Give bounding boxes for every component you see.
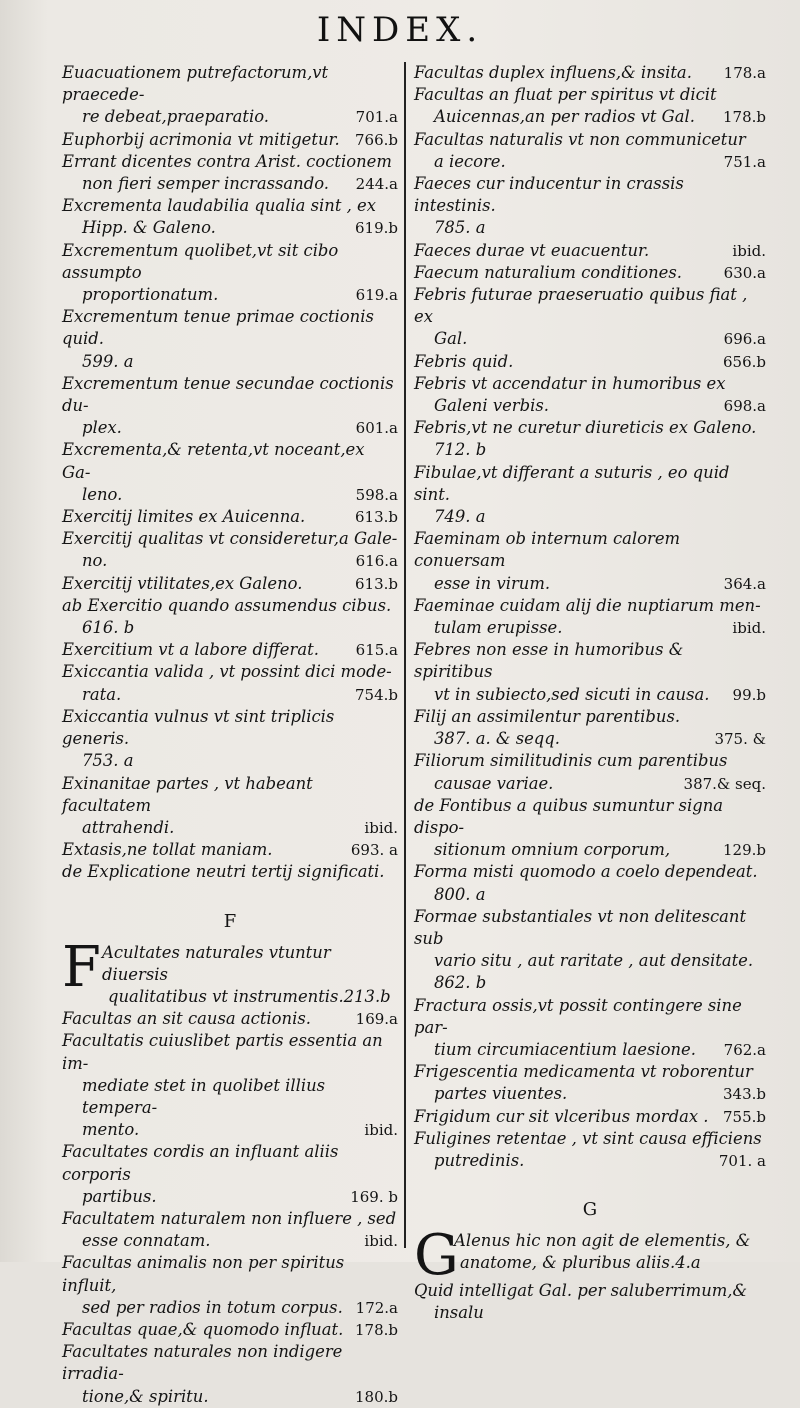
index-entry	[414, 595, 766, 639]
entry-page-ref: ibid.	[732, 619, 766, 638]
index-entry	[414, 906, 766, 995]
entry-text: Frigescentia medicamenta vt roborentur	[414, 1062, 753, 1082]
entry-page-ref: 762.a	[723, 1040, 766, 1059]
entry-text: 616. b	[82, 618, 135, 638]
entry-text: Exiccantia valida , vt possint dici mode-	[62, 662, 392, 682]
entry-text: esse in virum.	[434, 573, 551, 593]
entry-text: Faeminae cuidam alij die nuptiarum men-	[414, 595, 761, 615]
entry-text: 599. a	[82, 351, 134, 371]
page-title: INDEX.	[316, 10, 484, 50]
entry-text: de Explicatione neutri tertij significati.	[62, 862, 385, 882]
entry-text: Frigidum cur sit vlceribus mordax .	[414, 1106, 709, 1126]
entry-page-ref: 598.a	[355, 485, 398, 504]
entry-text: Excrementa laudabilia qualia sint , ex	[62, 196, 376, 216]
entry-text: Facultates naturales non indigere irradia-	[62, 1342, 343, 1384]
index-entry	[62, 439, 398, 506]
entry-text: plex.	[82, 418, 122, 438]
entry-page-ref: 213.b	[343, 986, 391, 1006]
entry-text: 749. a	[434, 507, 486, 527]
entry-page-ref: 129.b	[722, 841, 766, 860]
entry-text: no.	[82, 551, 108, 571]
entry-text: Auicennas,an per radios vt Gal.	[434, 107, 696, 127]
entry-text: esse connatam.	[82, 1231, 211, 1251]
index-entry	[62, 1030, 398, 1141]
entry-text: Excrementum tenue secundae coctionis du-	[62, 373, 394, 416]
entry-text: Excrementum quolibet,vt sit cibo assumpto	[62, 240, 339, 282]
index-entry	[414, 861, 766, 905]
entry-text: Euphorbij acrimonia vt mitigetur.	[62, 129, 340, 149]
entry-page-ref: 99.b	[732, 685, 766, 704]
entry-text: Acultates naturales vtuntur diuersis	[102, 942, 331, 984]
entry-text: tium circumiacentium laesione.	[434, 1039, 696, 1059]
index-entry	[62, 528, 398, 572]
entry-page-ref: 701.a	[355, 108, 398, 127]
entry-text: 785. a	[434, 218, 486, 238]
entry-text: Hipp. & Galeno.	[82, 218, 216, 238]
index-entry	[62, 639, 398, 661]
entry-text: Faeces durae vt euacuentur.	[414, 240, 650, 260]
index-entry	[62, 595, 398, 639]
index-entry	[62, 1341, 398, 1408]
right-column	[414, 62, 766, 1325]
entry-text: Exiccantia vulnus vt sint triplicis generis.	[62, 706, 335, 749]
entry-page-ref: 244.a	[355, 175, 398, 194]
dropcap-entry	[62, 934, 398, 1009]
entry-text: Fuligines retentae , vt sint causa efficiens	[414, 1128, 762, 1148]
entry-text: tulam erupisse.	[434, 618, 563, 638]
index-entry	[62, 773, 398, 840]
entry-text: Febris,vt ne curetur diureticis ex Galeno.	[414, 418, 757, 438]
entry-text: Facultas an fluat per spiritus vt dicit	[414, 85, 717, 105]
index-entry	[62, 706, 398, 773]
entry-page-ref: 178.a	[723, 64, 766, 82]
entry-text: Faecum naturalium conditiones.	[414, 262, 683, 282]
index-entry	[414, 62, 766, 84]
index-entry	[414, 795, 766, 862]
entry-page-ref: ibid.	[364, 1121, 398, 1140]
entry-text: Quid intelligat Gal. per saluberrimum,&	[414, 1281, 748, 1301]
entry-text: Excrementum tenue primae coctionis quid.	[62, 307, 374, 349]
entry-text: proportionatum.	[82, 285, 219, 305]
entry-text: non fieri semper incrassando.	[82, 174, 330, 194]
entry-text: Exercitij qualitas vt consideretur,a Gale-	[62, 529, 398, 549]
entry-text: vario situ , aut raritate , aut densitate.	[434, 951, 754, 971]
index-entry	[62, 1252, 398, 1319]
entry-text: Facultas naturalis vt non communicetur	[414, 129, 746, 149]
entry-text: sitionum omnium corporum,	[434, 840, 671, 860]
entry-page-ref: 616.a	[355, 552, 398, 571]
entry-text: Exercitij vtilitates,ex Galeno.	[62, 573, 303, 593]
entry-text: tione,& spiritu.	[82, 1386, 209, 1406]
entry-page-ref: 364.a	[723, 574, 766, 593]
entry-page-ref: 656.b	[722, 352, 766, 371]
entry-page-ref: 169. b	[350, 1187, 398, 1206]
entry-page-ref: 751.a	[723, 152, 766, 171]
entry-text: Exinanitae partes , vt habeant facultatem	[62, 773, 313, 815]
entry-page-ref: 172.a	[355, 1298, 398, 1317]
entry-text: de Fontibus a quibus sumuntur signa dispo-	[414, 795, 724, 837]
entry-page-ref: ibid.	[732, 241, 766, 260]
entry-text: Excrementa,& retenta,vt noceant,ex Ga-	[62, 440, 365, 482]
index-entry	[414, 1061, 766, 1105]
entry-text: Faeces cur inducentur in crassis intestinis.	[414, 174, 684, 216]
index-entry	[414, 129, 766, 173]
entry-page-ref: 696.a	[723, 330, 766, 349]
entry-page-ref: 169.a	[355, 1010, 398, 1029]
index-entry	[62, 839, 398, 861]
entry-page-ref: 630.a	[723, 263, 766, 282]
index-entry	[414, 373, 766, 417]
drop-capital: G	[414, 1223, 459, 1289]
entry-text: mediate stet in quolibet illius tempera-	[82, 1075, 326, 1117]
index-entry	[62, 151, 398, 195]
entry-text: Facultates cordis an influant aliis corporis	[62, 1142, 339, 1184]
entry-text: 387. a. & seqq.	[434, 729, 561, 749]
index-entry	[62, 506, 398, 528]
entry-text: Facultas duplex influens,& insita.	[414, 63, 692, 82]
entry-text: attrahendi.	[82, 817, 175, 837]
entry-page-ref: 615.a	[355, 641, 398, 660]
index-entry	[62, 1008, 398, 1030]
entry-text: Febres non esse in humoribus & spiritibus	[414, 640, 684, 682]
entry-page-ref: 701. a	[718, 1151, 766, 1170]
entry-text: Febris quid.	[414, 351, 514, 371]
entry-text: qualitatibus vt instrumentis.	[108, 986, 344, 1006]
dropcap-entry	[414, 1223, 766, 1289]
entry-text: Facultas quae,& quomodo influat.	[62, 1319, 344, 1339]
entry-text: Facultas animalis non per spiritus influit,	[62, 1253, 345, 1295]
entry-page-ref: 375. &	[714, 730, 766, 749]
entry-page-ref: 4.a	[675, 1253, 701, 1273]
section-letter-heading: F	[223, 910, 237, 932]
entry-text: Febris vt accendatur in humoribus ex	[414, 373, 726, 393]
index-entry	[414, 240, 766, 262]
entry-page-ref: 693. a	[350, 841, 398, 860]
entry-text: partes viuentes.	[434, 1084, 568, 1104]
index-entry	[62, 62, 398, 129]
index-entry	[414, 995, 766, 1062]
entry-page-ref: 601.a	[355, 419, 398, 438]
entry-text: Errant dicentes contra Arist. coctionem	[62, 151, 392, 171]
entry-text: rata.	[82, 684, 122, 704]
entry-text: vt in subiecto,sed sicuti in causa.	[434, 684, 710, 704]
entry-text: Formae substantiales vt non delitescant sub	[414, 906, 747, 948]
index-entry	[62, 661, 398, 705]
entry-text: Filiorum similitudinis cum parentibus	[414, 751, 728, 771]
index-entry	[62, 1141, 398, 1208]
index-entry	[414, 639, 766, 706]
index-entry	[62, 306, 398, 373]
index-entry	[414, 706, 766, 750]
entry-text: Fibulae,vt differant a suturis , eo quid sint.	[414, 462, 730, 504]
entry-text: Facultatem naturalem non influere , sed	[62, 1208, 397, 1228]
index-entry	[414, 1106, 766, 1128]
entry-text: 753. a	[82, 751, 134, 771]
drop-capital: F	[62, 934, 101, 1000]
index-entry	[414, 417, 766, 461]
entry-page-ref: 619.b	[354, 219, 398, 238]
entry-text: anatome, & pluribus aliis.	[460, 1253, 676, 1273]
entry-text: mento.	[82, 1120, 140, 1140]
entry-page-ref: 613.b	[354, 508, 398, 527]
index-entry	[414, 284, 766, 351]
index-entry	[414, 1128, 766, 1172]
entry-page-ref: ibid.	[364, 1232, 398, 1251]
index-entry	[62, 861, 398, 883]
entry-text: Filij an assimilentur parentibus.	[414, 706, 681, 726]
index-entry	[414, 528, 766, 595]
entry-page-ref: 343.b	[722, 1085, 766, 1104]
entry-page-ref: 178.b	[722, 108, 766, 127]
entry-text: Exercitij limites ex Auicenna.	[62, 507, 306, 527]
index-entry	[62, 195, 398, 239]
entry-text: Facultatis cuiuslibet partis essentia an im-	[62, 1031, 383, 1073]
entry-page-ref: 180.b	[354, 1387, 398, 1406]
section-letter-heading: G	[582, 1199, 598, 1221]
entry-text: sed per radios in totum corpus.	[82, 1297, 343, 1317]
entry-text: Exercitium vt a labore differat.	[62, 640, 319, 660]
entry-page-ref: 766.b	[354, 130, 398, 149]
entry-text: Alenus hic non agit de elementis, &	[454, 1231, 751, 1251]
entry-text: Extasis,ne tollat maniam.	[62, 840, 273, 860]
column-divider	[404, 62, 406, 1248]
entry-text: Fractura ossis,vt possit contingere sine par-	[414, 995, 742, 1037]
index-entry	[414, 262, 766, 284]
entry-text: ab Exercitio quando assumendus cibus.	[62, 595, 392, 615]
entry-page-ref: 755.b	[722, 1107, 766, 1126]
entry-text: Gal.	[434, 329, 468, 349]
entry-text: putredinis.	[434, 1150, 525, 1170]
entry-text: Galeni verbis.	[434, 396, 549, 416]
entry-text: 800. a	[434, 884, 486, 904]
entry-text: 712. b	[434, 440, 487, 460]
entry-text: Faeminam ob internum calorem conuersam	[414, 529, 681, 571]
entry-text: Febris futurae praeseruatio quibus fiat , ex	[414, 285, 748, 327]
index-entry	[414, 1280, 766, 1324]
index-entry	[414, 351, 766, 373]
index-entry	[414, 750, 766, 794]
index-entry	[414, 462, 766, 529]
entry-page-ref: 613.b	[354, 574, 398, 593]
entry-text: partibus.	[82, 1186, 157, 1206]
entry-text: insalu	[434, 1303, 484, 1323]
entry-text: leno.	[82, 484, 123, 504]
index-entry	[62, 240, 398, 307]
index-entry	[62, 129, 398, 151]
entry-text: re debeat,praeparatio.	[82, 107, 269, 127]
index-entry	[62, 1208, 398, 1252]
entry-text: Facultas an sit causa actionis.	[62, 1009, 311, 1029]
index-entry	[414, 84, 766, 128]
entry-page-ref: 698.a	[723, 397, 766, 416]
entry-text: a iecore.	[434, 151, 506, 171]
index-entry	[62, 573, 398, 595]
entry-text: Forma misti quomodo a coelo dependeat.	[414, 862, 758, 882]
entry-page-ref: ibid.	[364, 818, 398, 837]
entry-text: causae variae.	[434, 773, 554, 793]
index-entry	[62, 373, 398, 440]
entry-page-ref: 178.b	[354, 1320, 398, 1339]
entry-page-ref: 619.a	[355, 286, 398, 305]
left-column	[62, 62, 398, 1408]
entry-text: Euacuationem putrefactorum,vt praecede-	[62, 63, 329, 105]
entry-page-ref: 754.b	[354, 685, 398, 704]
index-entry	[414, 173, 766, 240]
index-entry	[62, 1319, 398, 1341]
entry-page-ref: 387.& seq.	[683, 774, 766, 793]
entry-text: 862. b	[434, 973, 487, 993]
